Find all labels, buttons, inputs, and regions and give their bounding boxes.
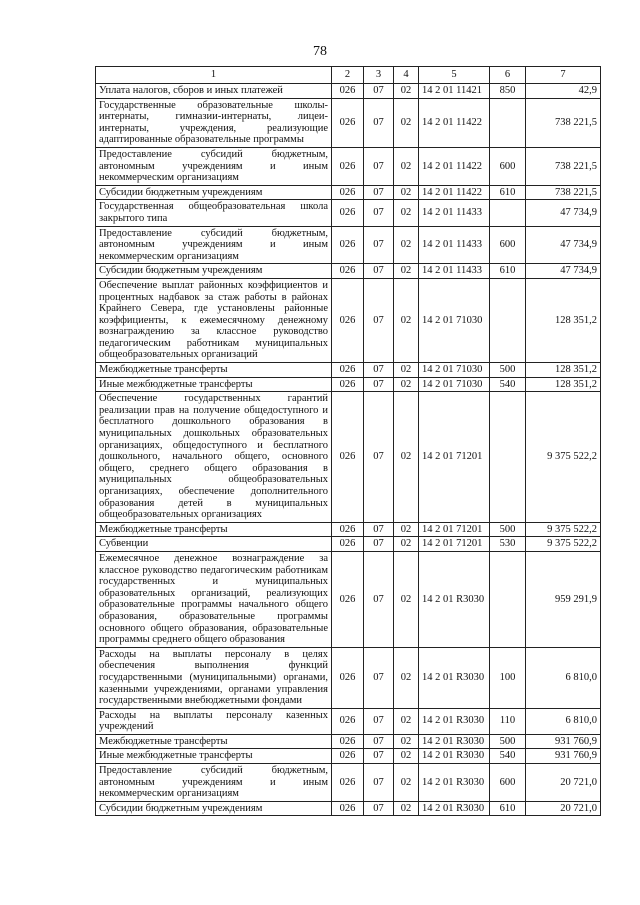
expense-type-code: 530 [490, 537, 526, 552]
subsection-code: 02 [394, 147, 419, 185]
subsection-code: 02 [394, 522, 419, 537]
department-code: 026 [332, 264, 364, 279]
amount: 738 221,5 [526, 185, 601, 200]
amount: 9 375 522,2 [526, 392, 601, 523]
expense-name: Обеспечение государственных гарантий реализации прав на получение общедоступного и бесплатного дошкольного образования в муниципальных дошкольных образовательных организациях, общедоступного и бесплатного дошкольного, начального общего, основного общего, среднего общего образования в муниципальных общеобразовательных организациях, обеспечение дополнительного образования детей в муниципальных общеобразовательных организациях [96, 392, 332, 523]
subsection-code: 02 [394, 377, 419, 392]
section-code: 07 [364, 226, 394, 264]
table-row [96, 801, 601, 816]
amount: 6 810,0 [526, 708, 601, 734]
amount: 9 375 522,2 [526, 537, 601, 552]
expense-name: Предоставление субсидий бюджетным, автономным учреждениям и иным некоммерческим организациям [96, 764, 332, 802]
table-row [96, 537, 601, 552]
section-code: 07 [364, 84, 394, 99]
expense-type-code: 500 [490, 734, 526, 749]
amount: 128 351,2 [526, 278, 601, 362]
department-code: 026 [332, 200, 364, 226]
section-code: 07 [364, 392, 394, 523]
section-code: 07 [364, 278, 394, 362]
table-body [96, 84, 601, 816]
amount: 959 291,9 [526, 551, 601, 647]
table-header [96, 67, 601, 84]
expense-name: Межбюджетные трансферты [96, 522, 332, 537]
target-article-code: 14 2 01 71030 [419, 363, 490, 378]
department-code: 026 [332, 278, 364, 362]
header-col-7: 7 [526, 67, 601, 84]
target-article-code: 14 2 01 71201 [419, 522, 490, 537]
target-article-code: 14 2 01 11433 [419, 226, 490, 264]
table-row [96, 749, 601, 764]
target-article-code: 14 2 01 R3030 [419, 647, 490, 708]
subsection-code: 02 [394, 185, 419, 200]
expense-type-code: 610 [490, 185, 526, 200]
expense-type-code [490, 551, 526, 647]
header-row [96, 67, 601, 84]
subsection-code: 02 [394, 264, 419, 279]
target-article-code: 14 2 01 71030 [419, 377, 490, 392]
expense-type-code: 610 [490, 264, 526, 279]
target-article-code: 14 2 01 R3030 [419, 749, 490, 764]
department-code: 026 [332, 734, 364, 749]
expense-type-code [490, 392, 526, 523]
target-article-code: 14 2 01 71201 [419, 537, 490, 552]
expense-type-code: 540 [490, 377, 526, 392]
table-row [96, 98, 601, 147]
expense-name: Межбюджетные трансферты [96, 363, 332, 378]
expense-type-code: 600 [490, 226, 526, 264]
amount: 128 351,2 [526, 363, 601, 378]
table-row [96, 647, 601, 708]
expense-name: Иные межбюджетные трансферты [96, 377, 332, 392]
subsection-code: 02 [394, 749, 419, 764]
amount: 47 734,9 [526, 264, 601, 279]
expense-type-code: 600 [490, 764, 526, 802]
department-code: 026 [332, 363, 364, 378]
expense-name: Обеспечение выплат районных коэффициентов и процентных надбавок за стаж работы в районах Крайнего Севера, где установлены районные коэффициенты, к ежемесячному денежному вознаграждению за классное руководство педагогическим работникам муниципальных общеобразовательных организаций [96, 278, 332, 362]
department-code: 026 [332, 537, 364, 552]
section-code: 07 [364, 377, 394, 392]
amount: 6 810,0 [526, 647, 601, 708]
expense-name: Предоставление субсидий бюджетным, автономным учреждениям и иным некоммерческим организациям [96, 226, 332, 264]
section-code: 07 [364, 200, 394, 226]
subsection-code: 02 [394, 278, 419, 362]
table-row [96, 764, 601, 802]
amount: 128 351,2 [526, 377, 601, 392]
section-code: 07 [364, 522, 394, 537]
department-code: 026 [332, 551, 364, 647]
section-code: 07 [364, 185, 394, 200]
target-article-code: 14 2 01 R3030 [419, 764, 490, 802]
header-col-2: 2 [332, 67, 364, 84]
amount: 9 375 522,2 [526, 522, 601, 537]
subsection-code: 02 [394, 708, 419, 734]
expense-name: Государственная общеобразовательная школа закрытого типа [96, 200, 332, 226]
department-code: 026 [332, 749, 364, 764]
table-row [96, 734, 601, 749]
department-code: 026 [332, 226, 364, 264]
section-code: 07 [364, 264, 394, 279]
table-row [96, 264, 601, 279]
expense-type-code: 850 [490, 84, 526, 99]
target-article-code: 14 2 01 R3030 [419, 801, 490, 816]
expense-type-code [490, 200, 526, 226]
amount: 47 734,9 [526, 226, 601, 264]
expense-name: Иные межбюджетные трансферты [96, 749, 332, 764]
department-code: 026 [332, 98, 364, 147]
table-row [96, 377, 601, 392]
department-code: 026 [332, 647, 364, 708]
amount: 42,9 [526, 84, 601, 99]
expense-type-code: 600 [490, 147, 526, 185]
section-code: 07 [364, 147, 394, 185]
table-row [96, 147, 601, 185]
expense-name: Субвенции [96, 537, 332, 552]
department-code: 026 [332, 708, 364, 734]
expense-type-code: 540 [490, 749, 526, 764]
subsection-code: 02 [394, 98, 419, 147]
department-code: 026 [332, 522, 364, 537]
expense-type-code: 110 [490, 708, 526, 734]
subsection-code: 02 [394, 226, 419, 264]
department-code: 026 [332, 377, 364, 392]
table-row [96, 522, 601, 537]
expense-name: Расходы на выплаты персоналу в целях обеспечения выполнения функций государственными (муниципальными) органами, казенными учреждениями, органами управления государственными внебюджетными фондами [96, 647, 332, 708]
section-code: 07 [364, 647, 394, 708]
section-code: 07 [364, 537, 394, 552]
target-article-code: 14 2 01 11433 [419, 200, 490, 226]
expense-name: Межбюджетные трансферты [96, 734, 332, 749]
amount: 47 734,9 [526, 200, 601, 226]
amount: 20 721,0 [526, 764, 601, 802]
target-article-code: 14 2 01 71201 [419, 392, 490, 523]
subsection-code: 02 [394, 551, 419, 647]
table-row [96, 226, 601, 264]
budget-table [95, 66, 601, 816]
section-code: 07 [364, 708, 394, 734]
target-article-code: 14 2 01 11422 [419, 185, 490, 200]
expense-name: Уплата налогов, сборов и иных платежей [96, 84, 332, 99]
department-code: 026 [332, 147, 364, 185]
subsection-code: 02 [394, 363, 419, 378]
header-col-1: 1 [96, 67, 332, 84]
target-article-code: 14 2 01 11422 [419, 147, 490, 185]
expense-name: Ежемесячное денежное вознаграждение за классное руководство педагогическим работникам государственных и муниципальных образовательных организаций, реализующих образовательные программы начального общего образования, образовательные программы основного общего образования, образовательные программы среднего общего образования [96, 551, 332, 647]
target-article-code: 14 2 01 11421 [419, 84, 490, 99]
section-code: 07 [364, 363, 394, 378]
department-code: 026 [332, 392, 364, 523]
expense-name: Расходы на выплаты персоналу казенных учреждений [96, 708, 332, 734]
table-row [96, 708, 601, 734]
target-article-code: 14 2 01 R3030 [419, 551, 490, 647]
section-code: 07 [364, 764, 394, 802]
target-article-code: 14 2 01 11422 [419, 98, 490, 147]
table-row [96, 185, 601, 200]
table-row [96, 363, 601, 378]
expense-name: Субсидии бюджетным учреждениям [96, 801, 332, 816]
subsection-code: 02 [394, 200, 419, 226]
table-row [96, 278, 601, 362]
expense-type-code: 500 [490, 522, 526, 537]
section-code: 07 [364, 98, 394, 147]
table-row [96, 392, 601, 523]
target-article-code: 14 2 01 71030 [419, 278, 490, 362]
page-number: 78 [313, 44, 327, 59]
amount: 931 760,9 [526, 734, 601, 749]
department-code: 026 [332, 84, 364, 99]
amount: 738 221,5 [526, 147, 601, 185]
amount: 738 221,5 [526, 98, 601, 147]
section-code: 07 [364, 749, 394, 764]
header-col-5: 5 [419, 67, 490, 84]
header-col-3: 3 [364, 67, 394, 84]
department-code: 026 [332, 185, 364, 200]
expense-type-code: 500 [490, 363, 526, 378]
expense-type-code: 100 [490, 647, 526, 708]
table-row [96, 200, 601, 226]
expense-name: Государственные образовательные школы-интернаты, гимназии-интернаты, лицеи-интернаты, учреждения, реализующие адаптированные образовательные программы [96, 98, 332, 147]
amount: 931 760,9 [526, 749, 601, 764]
section-code: 07 [364, 734, 394, 749]
section-code: 07 [364, 801, 394, 816]
target-article-code: 14 2 01 R3030 [419, 734, 490, 749]
subsection-code: 02 [394, 392, 419, 523]
expense-name: Субсидии бюджетным учреждениям [96, 264, 332, 279]
expense-type-code: 610 [490, 801, 526, 816]
subsection-code: 02 [394, 801, 419, 816]
expense-type-code [490, 278, 526, 362]
subsection-code: 02 [394, 764, 419, 802]
target-article-code: 14 2 01 11433 [419, 264, 490, 279]
subsection-code: 02 [394, 84, 419, 99]
subsection-code: 02 [394, 647, 419, 708]
header-col-4: 4 [394, 67, 419, 84]
header-col-6: 6 [490, 67, 526, 84]
department-code: 026 [332, 801, 364, 816]
expense-name: Предоставление субсидий бюджетным, автономным учреждениям и иным некоммерческим организациям [96, 147, 332, 185]
target-article-code: 14 2 01 R3030 [419, 708, 490, 734]
expense-type-code [490, 98, 526, 147]
expense-name: Субсидии бюджетным учреждениям [96, 185, 332, 200]
amount: 20 721,0 [526, 801, 601, 816]
table-row [96, 84, 601, 99]
section-code: 07 [364, 551, 394, 647]
table-row [96, 551, 601, 647]
subsection-code: 02 [394, 537, 419, 552]
subsection-code: 02 [394, 734, 419, 749]
department-code: 026 [332, 764, 364, 802]
